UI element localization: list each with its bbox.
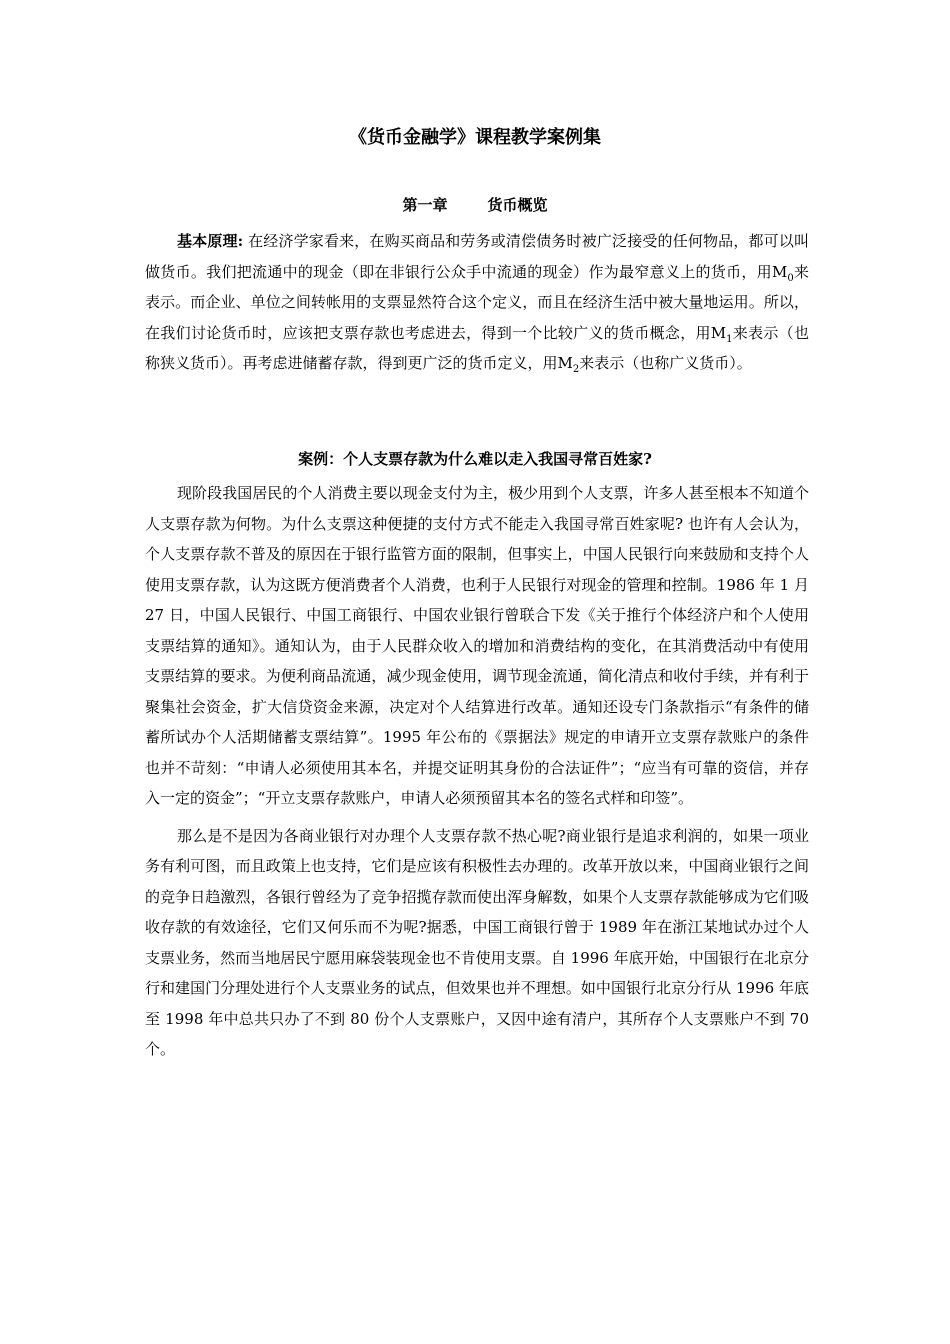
principle-text-1: 在经济学家看来，在购买商品和劳务或清偿债务时被广泛接受的任何物品，都可以叫做货币。我们把流通中的现金（即在非银行公众手中流通的现金）作为最窄意义上的货币，用M — [145, 232, 809, 281]
principle-section — [145, 226, 809, 379]
m2-subscript: 2 — [572, 364, 580, 375]
principle-text-3: 来表示（也称狭义货币）。再考虑进储蓄存款，得到更广泛的货币定义，用M — [145, 323, 809, 372]
principle-paragraph — [145, 226, 809, 379]
m0-subscript: 0 — [787, 272, 794, 284]
chapter-heading — [0, 192, 950, 218]
chapter-name: 货币概览 — [487, 196, 548, 214]
principle-text-4: 来表示（也称广义货币）。 — [579, 354, 752, 372]
case-paragraph-1: 现阶段我国居民的个人消费主要以现金支付为主，极少用到个人支票，许多人甚至根本不知道个人支票存款为何物。为什么支票这种便捷的支付方式不能走入我国寻常百姓家呢? 也许有人会认为，个人支票存款不普及的原因在于银行监管方面的限制，但事实上，中国人民银行向来鼓励和支持个人使用支票存款，认为这既方便消费者个人消费，也利于人民银行对现金的管理和控制。1986 年 1 月 27 日，中国人民银行、中国工商银行、中国农业银行曾联合下发《关于推行个体经济户和个人使用支票结算的通知》。通知认为，由于人民群众收入的增加和消费结构的变化，在其消费活动中有使用支票结算的要求。为便利商品流通，减少现金使用，调节现金流通，简化清点和收付手续，并有利于聚集社会资金，扩大信贷资金来源，决定对个人结算进行改革。通知还设专门条款指示“有条件的储蓄所试办个人活期储蓄支票结算”。1995 年公布的《票据法》规定的申请开立支票存款账户的条件也并不苛刻：“申请人必须使用其本名，并提交证明其身份的合法证件”；“应当有可靠的资信，并存入一定的资金”；“开立支票存款账户，申请人必须预留其本名的签名式样和印签”。 — [145, 484, 809, 807]
principle-text-2: 来表示。而企业、单位之间转帐用的支票显然符合这个定义，而且在经济生活中被大量地运用。所以，在我们讨论货币时，应该把支票存款也考虑进去，得到一个比较广义的货币概念，用M — [145, 262, 809, 342]
document-title: 《货币金融学》课程教学案例集 — [349, 127, 601, 148]
m1-subscript: 1 — [726, 333, 733, 345]
case-body — [145, 478, 809, 1065]
case-title: 案例：个人支票存款为什么难以走入我国寻常百姓家? — [298, 450, 652, 468]
chapter-number: 第一章 — [402, 196, 448, 214]
case-paragraph-2: 那么是不是因为各商业银行对办理个人支票存款不热心呢?商业银行是追求利润的，如果一项业务有利可图，而且政策上也支持，它们是应该有积极性去办理的。改革开放以来，中国商业银行之间的竞争日趋激烈，各银行曾经为了竞争招揽存款而使出浑身解数，如果个人支票存款能够成为它们吸收存款的有效途径，它们又何乐而不为呢?据悉，中国工商银行曾于 1989 年在浙江某地试办过个人支票业务，然而当地居民宁愿用麻袋装现金也不肯使用支票。自 1996 年底开始，中国银行在北京分行和建国门分理处进行个人支票业务的试点，但效果也并不理想。如中国银行北京分行从 1996 年底至 1998 年中总共只办了不到 80 份个人支票账户，又因中途有清户，其所存个人支票账户不到 70 个。 — [145, 826, 809, 1058]
principle-label: 基本原理: — [177, 232, 244, 250]
